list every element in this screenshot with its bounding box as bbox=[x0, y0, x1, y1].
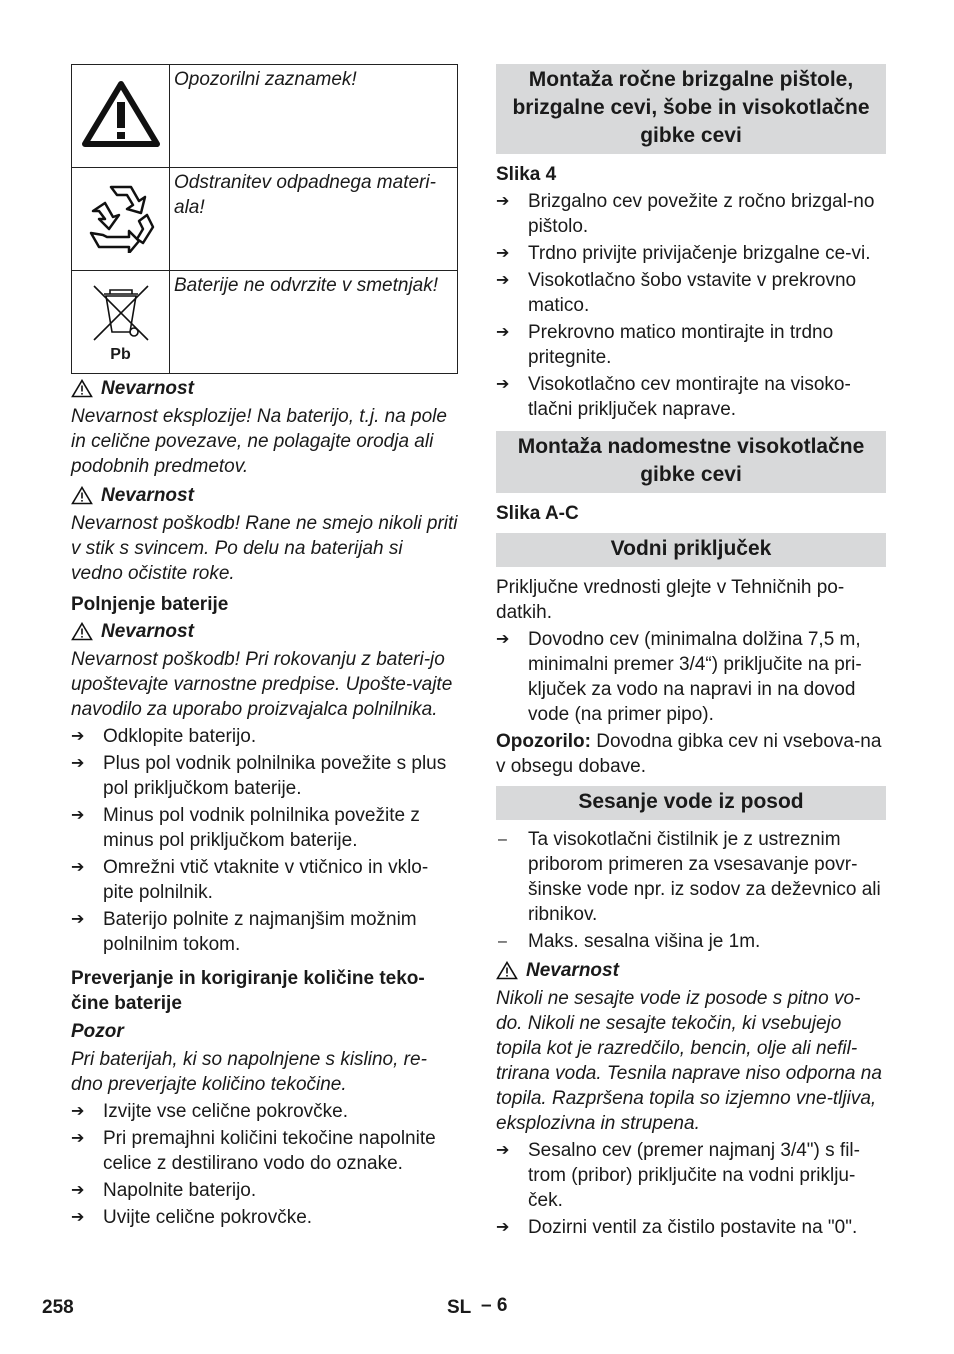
right-column bbox=[496, 64, 886, 1240]
warning-small-icon bbox=[71, 379, 93, 398]
suction-steps bbox=[496, 1138, 886, 1240]
symbol-label: Baterije ne odvrzite v smetnjak! bbox=[170, 271, 458, 374]
list-item: ➔ Sesalno cev (premer najmanj 3/4") s fil-trom (pribor) priključite na vodni priklju-ček. bbox=[496, 1140, 860, 1211]
caution-heading: Pozor bbox=[71, 1021, 124, 1042]
arrow-right-icon: ➔ bbox=[496, 631, 510, 648]
arrow-right-icon: ➔ bbox=[71, 1103, 85, 1120]
assembly-steps bbox=[496, 189, 886, 422]
list-item: ➔ Prekrovno matico montirajte in trdno pritegnite. bbox=[496, 322, 834, 368]
section-heading: Polnjenje baterije bbox=[71, 594, 229, 615]
list-item: ➔ Omrežni vtič vtaknite v vtičnico in vklo-pite polnilnik. bbox=[71, 857, 429, 903]
section-box: Montaža ročne brizgalne pištole, brizgalne cevi, šobe in visokotlačne gibke cevi bbox=[496, 64, 886, 154]
figure-ref: Slika A-C bbox=[496, 503, 579, 524]
page-number: 258 bbox=[42, 1297, 74, 1318]
section-heading: Preverjanje in korigiranje količine teko-čine baterije bbox=[71, 968, 425, 1014]
list-item: ➔ Brizgalno cev povežite z ročno brizgal-no pištolo. bbox=[496, 191, 875, 237]
list-item: ➔ Izvijte vse celične pokrovčke. bbox=[71, 1101, 348, 1122]
warning-small-icon bbox=[71, 622, 93, 641]
list-item: ➔ Pri premajhni količini tekočine napolnite celice z destilirano vodo do oznake. bbox=[71, 1128, 436, 1174]
list-item: ➔ Minus pol vodnik polnilnika povežite z minus pol priključkom baterije. bbox=[71, 805, 420, 851]
list-item: – Maks. sesalna višina je 1m. bbox=[498, 931, 761, 952]
list-item: ➔ Odklopite baterijo. bbox=[71, 726, 257, 747]
warning-small-icon bbox=[71, 486, 93, 505]
danger-text: Nikoli ne sesajte vode iz posode s pitno vo-do. Nikoli ne sesajte tekočin, ki vsebujejo topila kot je razredčilo, bencin, olje ali nefil-trirana voda. Tesnila naprave niso odporna na topila. Razpršena topila so izjemno vne-tljiva, eksplozivna in strupena. bbox=[496, 988, 882, 1134]
note: Opozorilo: Dovodna gibka cev ni vsebova-na v obsegu dobave. bbox=[496, 731, 882, 777]
symbol-row bbox=[72, 168, 458, 271]
list-item: ➔ Dovodno cev (minimalna dolžina 7,5 m, minimalni premer 3/4“) priključite na pri-ključek za vodo na napravi in na dovod vode (na primer pipo). bbox=[496, 629, 862, 725]
figure-ref: Slika 4 bbox=[496, 164, 557, 185]
warning-triangle-icon bbox=[72, 65, 170, 168]
dash-marker: – bbox=[498, 831, 507, 848]
arrow-right-icon: ➔ bbox=[71, 728, 85, 745]
arrow-right-icon: ➔ bbox=[71, 1209, 85, 1226]
arrow-right-icon: ➔ bbox=[496, 1142, 510, 1159]
arrow-right-icon: ➔ bbox=[496, 272, 510, 289]
warning-small-icon bbox=[496, 961, 518, 980]
symbol-table bbox=[71, 64, 458, 374]
list-item: ➔ Napolnite baterijo. bbox=[71, 1180, 257, 1201]
arrow-right-icon: ➔ bbox=[496, 193, 510, 210]
section-page: – 6 bbox=[481, 1295, 508, 1316]
arrow-right-icon: ➔ bbox=[71, 911, 85, 928]
arrow-right-icon: ➔ bbox=[71, 1130, 85, 1147]
list-item: ➔ Baterijo polnite z najmanjšim možnim polnilnim tokom. bbox=[71, 909, 417, 955]
arrow-right-icon: ➔ bbox=[71, 1182, 85, 1199]
left-column bbox=[71, 64, 458, 1230]
check-steps bbox=[71, 1099, 458, 1230]
section-box: Vodni priključek bbox=[496, 533, 886, 567]
danger-heading: Nevarnost bbox=[71, 619, 458, 644]
list-item: ➔ Visokotlačno šobo vstavite v prekrovno matico. bbox=[496, 270, 857, 316]
caution-text: Pri baterijah, ki so napolnjene s kislino, re-dno preverjajte količino tekočine. bbox=[71, 1049, 427, 1095]
water-intro: Priključne vrednosti glejte v Tehničnih po-datkih. bbox=[496, 577, 845, 623]
danger-heading: Nevarnost bbox=[71, 376, 458, 401]
symbol-row bbox=[72, 65, 458, 168]
arrow-right-icon: ➔ bbox=[496, 324, 510, 341]
arrow-right-icon: ➔ bbox=[71, 859, 85, 876]
symbol-row bbox=[72, 271, 458, 374]
arrow-right-icon: ➔ bbox=[496, 376, 510, 393]
section-box: Montaža nadomestne visokotlačne gibke cevi bbox=[496, 431, 886, 493]
symbol-label: Odstranitev odpadnega materi-ala! bbox=[170, 168, 458, 271]
charging-steps bbox=[71, 724, 458, 957]
pb-badge: Pb bbox=[110, 345, 131, 363]
list-item: ➔ Uvijte celične pokrovčke. bbox=[71, 1207, 313, 1228]
arrow-right-icon: ➔ bbox=[496, 1219, 510, 1236]
danger-text: Nevarnost eksplozije! Na baterijo, t.j. na pole in celične povezave, ne polagajte orodja ali podobnih predmetov. bbox=[71, 406, 447, 477]
danger-text: Nevarnost poškodb! Rane ne smejo nikoli priti v stik s svincem. Po delu na baterijah si vedno očistite roke. bbox=[71, 513, 458, 584]
list-item: – Ta visokotlačni čistilnik je z ustreznim priborom primeren za vsesavanje povr-šinske vode npr. iz sodov za deževnico ali ribnikov. bbox=[498, 829, 881, 925]
arrow-right-icon: ➔ bbox=[71, 755, 85, 772]
list-item: ➔ Plus pol vodnik polnilnika povežite s plus pol priključkom baterije. bbox=[71, 753, 447, 799]
section-box: Sesanje vode iz posod bbox=[496, 786, 886, 820]
recycling-icon bbox=[72, 168, 170, 271]
arrow-right-icon: ➔ bbox=[71, 807, 85, 824]
dash-list bbox=[496, 827, 886, 954]
danger-heading: Nevarnost bbox=[71, 483, 458, 508]
dash-marker: – bbox=[498, 933, 507, 950]
language-code: SL bbox=[447, 1297, 472, 1318]
list-item: ➔ Trdno privijte privijačenje brizgalne ce-vi. bbox=[496, 243, 871, 264]
danger-text: Nevarnost poškodb! Pri rokovanju z bateri-jo upoštevajte varnostne predpise. Upošte-vajte navodilo za uporabo proizvajalca polnilnika. bbox=[71, 649, 453, 720]
arrow-right-icon: ➔ bbox=[496, 245, 510, 262]
danger-heading: Nevarnost bbox=[496, 958, 886, 983]
list-item: ➔ Dozirni ventil za čistilo postavite na "0". bbox=[496, 1217, 858, 1238]
symbol-label: Opozorilni zaznamek! bbox=[170, 65, 458, 168]
crossed-bin-icon bbox=[72, 271, 170, 374]
list-item: ➔ Visokotlačno cev montirajte na visoko-tlačni priključek naprave. bbox=[496, 374, 851, 420]
